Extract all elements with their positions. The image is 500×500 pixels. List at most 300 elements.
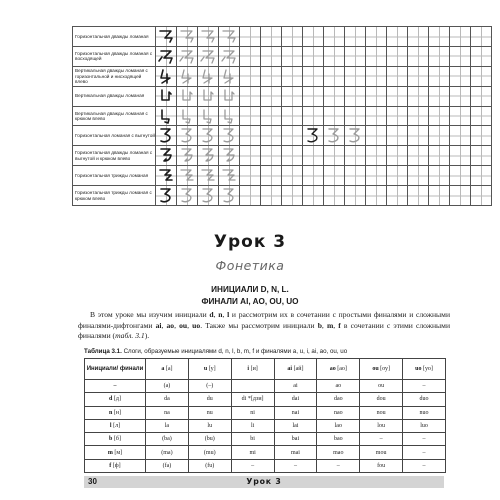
syllable-cell: la — [146, 419, 189, 432]
intro-text: и рассмотрим их в сочетании с простыми финалями и сложными финалями-дифтонгами — [78, 310, 451, 330]
practice-grid-cell — [366, 146, 387, 166]
practice-grid-cell — [429, 46, 450, 66]
final-transcription: [оу] — [378, 366, 390, 372]
syllable-cell: (a) — [146, 380, 189, 393]
syllable-cell: fou — [360, 459, 403, 472]
practice-row — [73, 86, 492, 106]
practice-grid-cell — [282, 27, 303, 47]
initial-cell — [85, 459, 146, 472]
practice-grid-cell — [429, 146, 450, 166]
syllable-cell: dou — [360, 393, 403, 406]
initial-label: f — [109, 462, 112, 469]
practice-grid-cell — [156, 86, 177, 106]
intro-sep: , — [333, 320, 339, 330]
practice-grid-cell — [282, 146, 303, 166]
practice-grid-cell — [408, 27, 429, 47]
initial-label: – — [113, 383, 117, 390]
final-column-header — [188, 359, 231, 380]
stroke-glyph — [200, 28, 216, 44]
practice-grid-cell — [219, 86, 240, 106]
table-row — [85, 459, 446, 472]
practice-row — [73, 106, 492, 126]
practice-grid-cell — [177, 66, 198, 86]
practice-grid-cell — [324, 46, 345, 66]
initial-cell — [85, 380, 146, 393]
practice-grid-cell — [450, 66, 471, 86]
practice-grid-cell — [198, 66, 219, 86]
stroke-glyph — [305, 127, 321, 143]
practice-grid-cell — [261, 86, 282, 106]
practice-grid-cell — [240, 166, 261, 186]
practice-grid-cell — [219, 66, 240, 86]
final-label: u — [203, 366, 208, 372]
syllable-cell: bai — [274, 433, 317, 446]
syllable-cell: nou — [360, 406, 403, 419]
practice-grid-cell — [387, 106, 408, 126]
final-transcription: [уо] — [421, 366, 433, 372]
practice-grid-cell — [429, 66, 450, 86]
practice-grid-cell — [345, 126, 366, 146]
practice-grid-cell — [450, 27, 471, 47]
practice-grid-cell — [219, 126, 240, 146]
stroke-glyph — [200, 167, 216, 183]
initial-transcription: [м] — [112, 449, 123, 456]
stroke-glyph — [179, 127, 195, 143]
stroke-glyph — [221, 68, 237, 84]
syllable-cell: ai — [274, 380, 317, 393]
stroke-glyph — [158, 28, 174, 44]
final-column-header — [360, 359, 403, 380]
practice-grid-cell — [408, 186, 429, 206]
practice-grid-cell — [177, 46, 198, 66]
stroke-glyph — [179, 68, 195, 84]
practice-grid-cell — [303, 166, 324, 186]
initial-transcription: [ф] — [111, 462, 121, 469]
practice-grid-cell — [303, 86, 324, 106]
practice-grid-cell — [198, 46, 219, 66]
final-label: ao — [329, 366, 336, 372]
practice-grid-cell — [261, 27, 282, 47]
practice-grid-cell — [240, 66, 261, 86]
practice-grid-cell — [387, 86, 408, 106]
table-row — [85, 380, 446, 393]
stroke-glyph — [179, 147, 195, 163]
initial-label: n — [108, 409, 113, 416]
final-label: ai — [287, 366, 293, 372]
stroke-glyph — [200, 187, 216, 203]
practice-grid-cell — [282, 86, 303, 106]
intro-text: ). — [144, 331, 150, 341]
practice-grid-cell — [366, 186, 387, 206]
intro-sep: , — [161, 320, 167, 330]
final-transcription: [ао] — [335, 366, 347, 372]
practice-grid-cell — [387, 66, 408, 86]
practice-grid-cell — [345, 66, 366, 86]
practice-grid-cell — [282, 106, 303, 126]
practice-grid-cell — [240, 186, 261, 206]
syllable-cell: bao — [317, 433, 360, 446]
syllable-cell: lu — [188, 419, 231, 432]
practice-grid-cell — [303, 146, 324, 166]
initial-cell — [85, 419, 146, 432]
practice-grid-cell — [471, 166, 492, 186]
practice-row — [73, 146, 492, 166]
practice-grid-cell — [198, 146, 219, 166]
syllable-cell: dao — [317, 393, 360, 406]
syllable-cell — [231, 380, 274, 393]
final-term: ou — [179, 320, 188, 330]
practice-grid-cell — [408, 46, 429, 66]
stroke-glyph — [347, 127, 363, 143]
practice-grid-cell — [387, 166, 408, 186]
practice-grid-cell — [366, 166, 387, 186]
practice-grid-cell — [261, 46, 282, 66]
practice-grid-cell — [156, 186, 177, 206]
practice-row — [73, 126, 492, 146]
practice-grid-cell — [303, 186, 324, 206]
syllable-cell: nu — [188, 406, 231, 419]
stroke-glyph — [221, 147, 237, 163]
practice-grid-cell — [156, 106, 177, 126]
practice-grid-cell — [345, 106, 366, 126]
initial-transcription: [б] — [112, 436, 121, 443]
practice-grid-cell — [345, 146, 366, 166]
practice-grid-cell — [303, 27, 324, 47]
practice-grid-cell — [345, 186, 366, 206]
initial-cell — [85, 433, 146, 446]
practice-grid-cell — [219, 146, 240, 166]
practice-grid-cell — [198, 186, 219, 206]
syllable-cell: lai — [274, 419, 317, 432]
practice-grid-cell — [408, 66, 429, 86]
practice-grid-cell — [408, 86, 429, 106]
practice-grid-cell — [366, 106, 387, 126]
syllable-cell: nai — [274, 406, 317, 419]
intro-text: В этом уроке мы изучим инициали — [90, 310, 210, 319]
practice-grid-cell — [471, 46, 492, 66]
practice-grid-cell — [471, 106, 492, 126]
stroke-glyph — [326, 127, 342, 143]
table-row — [85, 446, 446, 459]
syllable-cell: – — [403, 446, 446, 459]
syllable-cell: – — [403, 459, 446, 472]
practice-grid-cell — [240, 106, 261, 126]
practice-grid-cell — [282, 66, 303, 86]
final-transcription: [ай] — [292, 366, 304, 372]
initial-term: l — [227, 310, 230, 319]
practice-grid-cell — [177, 106, 198, 126]
initial-term: n — [218, 310, 223, 319]
practice-row — [73, 166, 492, 186]
syllable-cell: duo — [403, 393, 446, 406]
practice-grid-cell — [219, 27, 240, 47]
final-transcription: [и] — [249, 366, 258, 372]
practice-grid-cell — [450, 146, 471, 166]
practice-grid-cell — [366, 86, 387, 106]
stroke-glyph — [221, 28, 237, 44]
practice-grid-cell — [471, 186, 492, 206]
intro-sep: , — [174, 320, 180, 330]
practice-grid-cell — [471, 27, 492, 47]
practice-grid-cell — [408, 106, 429, 126]
stroke-name-label: Горизонтальная трижды ломаная с крюком влево — [73, 186, 156, 206]
practice-grid-cell — [387, 27, 408, 47]
practice-grid-cell — [198, 166, 219, 186]
stroke-glyph — [221, 108, 237, 124]
syllable-cell: nuo — [403, 406, 446, 419]
practice-grid-cell — [366, 126, 387, 146]
stroke-glyph — [221, 167, 237, 183]
practice-grid-cell — [471, 86, 492, 106]
initial-label: l — [109, 423, 112, 430]
practice-grid-cell — [303, 66, 324, 86]
initial-term: m — [326, 320, 334, 330]
stroke-glyph — [221, 88, 237, 104]
table-caption-label: Таблица 3.1. — [84, 348, 122, 355]
practice-grid-cell — [261, 166, 282, 186]
practice-grid-cell — [324, 166, 345, 186]
syllable-cell: nao — [317, 406, 360, 419]
practice-grid-cell — [177, 146, 198, 166]
stroke-name-label: Горизонтальная дважды ломаная с восходящей — [73, 46, 156, 66]
stroke-glyph — [200, 68, 216, 84]
practice-grid-cell — [450, 106, 471, 126]
final-column-header — [317, 359, 360, 380]
intro-sep: , — [187, 320, 193, 330]
stroke-glyph — [158, 167, 174, 183]
practice-grid-cell — [345, 86, 366, 106]
table-corner-header: Инициали/ финали — [85, 359, 146, 380]
practice-grid-cell — [324, 186, 345, 206]
syllable-cell: luo — [403, 419, 446, 432]
practice-grid-cell — [156, 166, 177, 186]
practice-grid-cell — [156, 27, 177, 47]
practice-row — [73, 27, 492, 47]
initial-cell — [85, 446, 146, 459]
practice-grid-cell — [156, 146, 177, 166]
practice-grid-cell — [198, 86, 219, 106]
practice-grid-cell — [324, 27, 345, 47]
practice-grid-cell — [429, 166, 450, 186]
intro-text: в сочетании с этими сложными финалями ( — [78, 320, 451, 341]
practice-grid-cell — [240, 27, 261, 47]
syllable-cell: dai — [274, 393, 317, 406]
initial-label: d — [109, 396, 113, 403]
stroke-glyph — [200, 108, 216, 124]
stroke-practice-table — [72, 26, 492, 206]
practice-grid-cell — [156, 46, 177, 66]
final-label: uo — [415, 366, 422, 372]
practice-grid-cell — [303, 126, 324, 146]
stroke-name-label: Вертикальная дважды ломаная с горизонтальной и нисходящей влево — [73, 66, 156, 86]
final-label: a — [161, 366, 165, 372]
syllable-cell: mou — [360, 446, 403, 459]
stroke-glyph — [179, 88, 195, 104]
practice-grid-cell — [282, 46, 303, 66]
syllable-cell: (–) — [188, 380, 231, 393]
practice-grid-cell — [177, 126, 198, 146]
table-row — [85, 393, 446, 406]
initial-term: f — [338, 320, 341, 330]
practice-grid-cell — [303, 106, 324, 126]
practice-row — [73, 66, 492, 86]
subheading — [0, 284, 500, 308]
practice-grid-cell — [240, 86, 261, 106]
practice-grid-cell — [366, 46, 387, 66]
practice-grid-cell — [366, 66, 387, 86]
practice-grid-cell — [408, 166, 429, 186]
practice-grid-cell — [324, 106, 345, 126]
syllable-cell: mao — [317, 446, 360, 459]
practice-grid-cell — [429, 27, 450, 47]
stroke-name-label: Горизонтальная дважды ломаная с выгнутой и крюком влево — [73, 146, 156, 166]
practice-grid-cell — [429, 106, 450, 126]
stroke-name-label: Горизонтальная ломаная с выгнутой — [73, 126, 156, 146]
final-column-header — [403, 359, 446, 380]
syllable-cell: na — [146, 406, 189, 419]
practice-grid-cell — [429, 126, 450, 146]
practice-grid-cell — [471, 126, 492, 146]
practice-grid-cell — [345, 46, 366, 66]
final-label: i — [247, 366, 250, 372]
practice-grid-cell — [408, 126, 429, 146]
practice-grid-cell — [387, 186, 408, 206]
practice-grid-cell — [324, 66, 345, 86]
syllable-cell: da — [146, 393, 189, 406]
syllable-cell: ao — [317, 380, 360, 393]
syllable-cell: lou — [360, 419, 403, 432]
practice-grid-cell — [261, 126, 282, 146]
practice-grid-cell — [429, 186, 450, 206]
final-term: uo — [192, 320, 201, 330]
syllable-cell: – — [360, 433, 403, 446]
stroke-glyph — [179, 28, 195, 44]
stroke-glyph — [200, 127, 216, 143]
syllable-cell: (fu) — [188, 459, 231, 472]
practice-grid-cell — [471, 66, 492, 86]
stroke-glyph — [179, 187, 195, 203]
initial-term: b — [317, 320, 322, 330]
table-caption — [84, 348, 464, 355]
practice-grid-cell — [240, 46, 261, 66]
practice-grid-cell — [261, 186, 282, 206]
practice-grid-cell — [282, 126, 303, 146]
stroke-name-label: Горизонтальная дважды ломаная — [73, 27, 156, 47]
stroke-glyph — [158, 108, 174, 124]
practice-grid-cell — [219, 166, 240, 186]
practice-grid-cell — [450, 166, 471, 186]
syllable-cell: ni — [231, 406, 274, 419]
practice-grid-cell — [261, 146, 282, 166]
intro-sep: , — [321, 320, 327, 330]
syllable-cell: du — [188, 393, 231, 406]
final-transcription: [y] — [207, 366, 216, 372]
practice-grid-cell — [219, 106, 240, 126]
table-row — [85, 433, 446, 446]
syllable-cell: – — [403, 380, 446, 393]
syllable-cell: (ma) — [146, 446, 189, 459]
initial-label: m — [107, 449, 113, 456]
syllable-cell: (fa) — [146, 459, 189, 472]
initial-transcription: [н] — [112, 409, 122, 416]
stroke-name-label: Вертикальная дважды ломаная с крюком влево — [73, 106, 156, 126]
stroke-glyph — [158, 147, 174, 163]
practice-grid-cell — [387, 126, 408, 146]
initial-cell — [85, 406, 146, 419]
practice-grid-cell — [261, 106, 282, 126]
practice-grid-cell — [324, 126, 345, 146]
final-column-header — [231, 359, 274, 380]
practice-grid-cell — [324, 146, 345, 166]
syllable-cell: lao — [317, 419, 360, 432]
intro-paragraph — [78, 310, 450, 342]
table-row — [85, 406, 446, 419]
stroke-glyph — [158, 187, 174, 203]
practice-grid-cell — [240, 126, 261, 146]
final-transcription: [a] — [164, 366, 173, 372]
stroke-glyph — [158, 127, 174, 143]
final-label: ou — [372, 366, 379, 372]
practice-grid-cell — [408, 146, 429, 166]
practice-grid-cell — [198, 27, 219, 47]
practice-row — [73, 46, 492, 66]
final-term: ao — [166, 320, 175, 330]
syllable-cell: – — [274, 459, 317, 472]
stroke-name-label: Вертикальная дважды ломаная — [73, 86, 156, 106]
practice-grid-cell — [345, 27, 366, 47]
practice-grid-cell — [156, 126, 177, 146]
practice-grid-cell — [324, 86, 345, 106]
stroke-glyph — [200, 147, 216, 163]
practice-grid-cell — [177, 166, 198, 186]
syllable-cell: (ba) — [146, 433, 189, 446]
initial-term: d — [209, 310, 214, 319]
practice-grid-cell — [219, 46, 240, 66]
practice-grid-cell — [366, 27, 387, 47]
subheading-line-1: ИНИЦИАЛИ D, N, L. — [211, 285, 289, 294]
practice-grid-cell — [450, 86, 471, 106]
practice-grid-cell — [387, 46, 408, 66]
stroke-glyph — [179, 48, 195, 64]
final-term: ai — [155, 320, 162, 330]
table-caption-text: Слоги, образуемые инициалями d, n, l, b, m, f и финалями a, u, i, ai, ao, ou, uo — [121, 348, 348, 355]
practice-grid-cell — [198, 106, 219, 126]
stroke-glyph — [158, 68, 174, 84]
initial-transcription: [д] — [112, 396, 121, 403]
practice-grid-cell — [450, 46, 471, 66]
practice-row — [73, 186, 492, 206]
initial-label: b — [109, 436, 113, 443]
practice-grid-cell — [450, 126, 471, 146]
section-title: Фонетика — [215, 258, 285, 273]
stroke-glyph — [179, 108, 195, 124]
footer-title: Урок 3 — [246, 477, 282, 486]
stroke-glyph — [221, 48, 237, 64]
syllable-cell: – — [403, 433, 446, 446]
syllable-cell: – — [317, 459, 360, 472]
stroke-glyph — [221, 127, 237, 143]
stroke-name-label: Горизонтальная трижды ломаная — [73, 166, 156, 186]
subheading-line-2: ФИНАЛИ AI, AO, OU, UO — [201, 297, 299, 306]
table-reference: табл. 3.1 — [115, 331, 145, 341]
practice-grid-cell — [261, 66, 282, 86]
page-number: 30 — [88, 477, 97, 486]
syllable-cell: mi — [231, 446, 274, 459]
intro-sep: , — [222, 310, 228, 319]
practice-grid-cell — [471, 146, 492, 166]
syllable-cell: li — [231, 419, 274, 432]
syllable-cell: ou — [360, 380, 403, 393]
